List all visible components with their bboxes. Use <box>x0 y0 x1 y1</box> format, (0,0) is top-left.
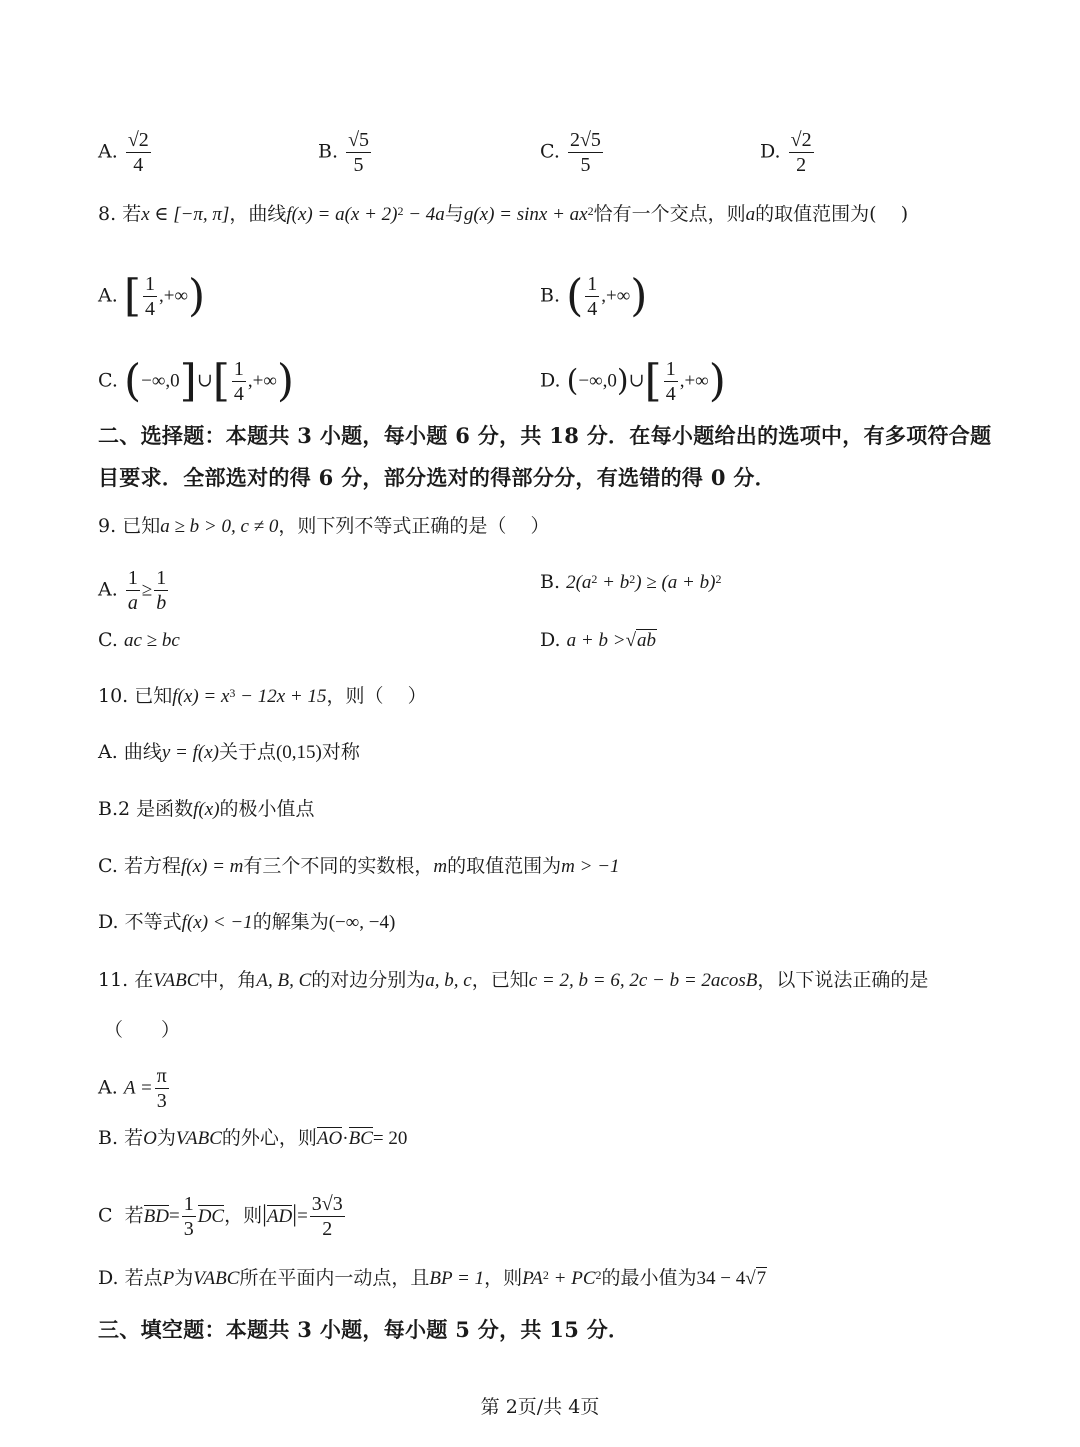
text: ，以下说法正确的是 <box>757 969 929 991</box>
math: f(x) < −1 <box>181 912 253 933</box>
question-9-stem <box>98 512 550 541</box>
option-label: C. <box>540 140 560 163</box>
bracket: ) <box>276 355 295 407</box>
text: ） <box>530 515 550 537</box>
math: ,+∞ <box>247 370 277 392</box>
math: ac ≥ bc <box>123 630 180 651</box>
exponent: 2 <box>397 204 404 218</box>
text: 中，角 <box>199 969 257 991</box>
exponent: 3 <box>229 686 236 700</box>
math: ) ≥ (a + b) <box>635 572 716 593</box>
math: P <box>162 1268 175 1289</box>
q11-option-c: C 若BD= $\frac{1}{3}$ DC，则|AD|= $\frac{3√3}{2}$ <box>98 1193 343 1240</box>
math: 2(a <box>566 572 592 593</box>
text: 为 <box>174 1267 194 1289</box>
math: −∞,0 <box>578 370 617 392</box>
q10-option-d <box>98 908 395 937</box>
math: −∞,0 <box>141 370 180 392</box>
vector: AD <box>266 1205 293 1227</box>
exponent: 2 <box>715 572 722 586</box>
math: (−∞, −4) <box>328 912 396 933</box>
option-label: B. <box>540 571 561 593</box>
text: ，则下列不等式正确的是（ <box>278 515 507 537</box>
bracket: ) <box>188 270 206 322</box>
q9-option-d <box>540 626 657 655</box>
question-11-answer-paren: （ ） <box>104 1019 181 1041</box>
math: − 12x + 15 <box>235 686 327 707</box>
text: 曲线 <box>123 741 162 763</box>
math: O <box>143 1128 157 1149</box>
exponent: 2 <box>629 572 636 586</box>
math: 34 − 4 <box>696 1268 746 1289</box>
math: c = 2, b = 6, 2c − b = 2acosB <box>528 970 758 991</box>
text: 对称 <box>321 741 360 763</box>
math: · <box>342 1128 349 1149</box>
fraction: $\frac{1}{4}$ <box>665 358 676 405</box>
text: 的最小值为 <box>601 1267 697 1289</box>
fraction: $\frac{2√5}{5}$ <box>569 129 601 176</box>
fraction: $\frac{1}{4}$ <box>144 273 155 320</box>
math: f(x) = m <box>180 856 244 877</box>
q11-option-b <box>98 1124 407 1153</box>
question-number: 8. <box>98 203 117 225</box>
q7-option-d <box>760 128 816 177</box>
math: m > −1 <box>561 856 620 877</box>
text: 若方程 <box>123 855 181 877</box>
math: A, B, C <box>256 970 312 991</box>
math: ,+∞ <box>601 285 631 307</box>
option-label: C. <box>98 629 118 651</box>
section-3-heading: 三、填空题：本题共 3 小题，每小题 5 分，共 15 分． <box>98 1317 630 1342</box>
text: 恰有一个交点，则 <box>593 203 746 225</box>
bracket: [ <box>212 355 230 407</box>
fraction: $\frac{\pi}{3}$ <box>156 1065 167 1112</box>
q10-option-a <box>98 738 360 767</box>
question-8-stem <box>98 200 908 229</box>
text: 的取值范围为( <box>755 203 877 225</box>
option-label: B. <box>98 798 119 820</box>
math: a ≥ b > 0, c ≠ 0 <box>160 516 279 537</box>
text: ，则 <box>484 1267 523 1289</box>
math: PA <box>522 1268 543 1289</box>
text: ) <box>900 203 909 225</box>
q11-option-a <box>98 1064 171 1113</box>
option-label: D. <box>540 629 561 651</box>
text: ，曲线 <box>229 203 287 225</box>
vector: DC <box>197 1205 225 1227</box>
vector: AO <box>316 1128 343 1149</box>
math: A = <box>123 1077 153 1099</box>
fraction: $\frac{1}{3}$ <box>183 1193 194 1240</box>
text: 不等式 <box>124 911 182 933</box>
option-label: D. <box>98 911 119 933</box>
fraction: $\frac{1}{a}$ <box>127 567 138 614</box>
text: 有三个不同的实数根， <box>243 855 434 877</box>
q8-option-a <box>98 272 205 321</box>
q10-option-c <box>98 852 620 881</box>
question-number: 10. <box>98 685 129 707</box>
math: = <box>168 1205 180 1227</box>
math: a <box>745 204 756 225</box>
q9-option-a: A. $\frac{1}{a}$ ≥ $\frac{1}{b}$ <box>98 567 167 614</box>
question-number: 9. <box>98 515 117 537</box>
text: 2 是函数 <box>118 798 194 820</box>
math: BP = 1 <box>429 1268 485 1289</box>
bracket: ( <box>566 363 579 399</box>
math: + PC <box>548 1268 596 1289</box>
q7-option-c <box>540 128 605 177</box>
math: f(x) = a(x + 2) <box>286 204 398 225</box>
text: 已知 <box>134 685 173 707</box>
math: ∪ <box>196 370 213 392</box>
text: 的极小值点 <box>219 798 315 820</box>
math: a + b > <box>566 630 626 651</box>
section-2-heading-cont: 目要求．全部选对的得 6 分，部分选对的得部分分，有选错的得 0 分． <box>98 465 776 490</box>
option-label: C <box>98 1204 113 1227</box>
option-label: A. <box>98 140 118 163</box>
math: g(x) = sinx + ax <box>463 204 588 225</box>
option-label: B. <box>540 284 561 307</box>
sqrt: √7 <box>745 1268 767 1289</box>
option-label: A. <box>98 1076 118 1099</box>
q8-option-d <box>540 357 726 406</box>
q10-option-b <box>98 795 315 824</box>
math: y = f(x) <box>161 742 219 763</box>
math: VABC <box>153 970 200 991</box>
text: 在 <box>134 969 154 991</box>
option-label: A. <box>98 741 118 763</box>
text: 的解集为 <box>252 911 329 933</box>
fraction: $\frac{√5}{5}$ <box>348 129 370 176</box>
question-10-stem <box>98 682 427 711</box>
math: x ∈ [−π, π] <box>141 204 230 225</box>
math: ∪ <box>628 370 645 392</box>
fraction: $\frac{√2}{2}$ <box>790 129 812 176</box>
fraction: $\frac{3√3}{2}$ <box>311 1193 343 1240</box>
text: ，则（ <box>326 685 384 707</box>
q7-option-a <box>98 128 153 177</box>
math: + b <box>597 572 630 593</box>
section-2-heading: 二、选择题：本题共 3 小题，每小题 6 分，共 18 分．在每小题给出的选项中，有多项符合题 <box>98 423 992 448</box>
math: ,+∞ <box>679 370 709 392</box>
text: ，则 <box>224 1204 263 1227</box>
bracket: ( <box>123 355 142 407</box>
text: 若 <box>124 1204 144 1227</box>
text: ） <box>407 685 427 707</box>
fraction: $\frac{1}{4}$ <box>587 273 598 320</box>
fraction: $\frac{√2}{4}$ <box>127 129 149 176</box>
bracket: ) <box>708 355 726 407</box>
math: a, b, c <box>425 970 472 991</box>
text: 的取值范围为 <box>447 855 562 877</box>
exponent: 2 <box>542 1268 549 1282</box>
fraction: $\frac{1}{4}$ <box>233 358 244 405</box>
text: 若点 <box>124 1267 163 1289</box>
bracket: ] <box>179 355 197 407</box>
text: 若 <box>122 203 142 225</box>
option-label: D. <box>98 1267 119 1289</box>
bracket: ) <box>616 363 629 399</box>
math: VABC <box>193 1268 240 1289</box>
q8-option-c <box>98 357 294 406</box>
question-11-stem <box>98 966 928 995</box>
text: 关于点 <box>218 741 276 763</box>
option-label: D. <box>760 140 781 163</box>
math: ,+∞ <box>158 285 188 307</box>
math: = <box>297 1205 308 1227</box>
text: 的外心，则 <box>221 1127 317 1149</box>
q8-option-b <box>540 272 647 321</box>
math: VABC <box>175 1128 222 1149</box>
option-label: B. <box>318 140 339 163</box>
sqrt: √ab <box>625 630 656 651</box>
text: 若 <box>124 1127 144 1149</box>
bracket: [ <box>123 270 141 322</box>
math: = 20 <box>372 1128 408 1149</box>
text: 的对边分别为 <box>311 969 426 991</box>
page-footer: 第 2页/共 4页 <box>480 1396 600 1418</box>
option-label: D. <box>540 369 561 392</box>
math: f(x) <box>193 799 220 820</box>
q7-option-b <box>318 128 373 177</box>
q9-option-c <box>98 626 180 655</box>
math: f(x) = x <box>172 686 230 707</box>
exponent: 2 <box>591 572 598 586</box>
option-label: C. <box>98 369 118 392</box>
text: 所在平面内一动点，且 <box>239 1267 430 1289</box>
fraction: $\frac{1}{b}$ <box>156 567 167 614</box>
bracket: [ <box>644 355 662 407</box>
text: 为 <box>156 1127 176 1149</box>
bracket: ) <box>630 270 648 322</box>
math: m <box>433 856 448 877</box>
question-number: 11. <box>98 969 129 991</box>
q11-option-d <box>98 1264 767 1293</box>
vector: BC <box>348 1128 373 1149</box>
q9-option-b <box>540 568 721 597</box>
vector: BD <box>143 1205 169 1227</box>
math: − 4a <box>403 204 445 225</box>
text: ，已知 <box>471 969 529 991</box>
option-label: A. <box>98 284 118 307</box>
math: (0,15) <box>275 742 322 763</box>
exponent: 2 <box>587 204 594 218</box>
option-label: B. <box>98 1127 119 1149</box>
text: 与 <box>444 203 464 225</box>
option-label: C. <box>98 855 118 877</box>
bracket: ( <box>566 270 584 322</box>
option-label: A. <box>98 578 118 601</box>
text: 已知 <box>122 515 161 537</box>
exponent: 2 <box>595 1268 602 1282</box>
